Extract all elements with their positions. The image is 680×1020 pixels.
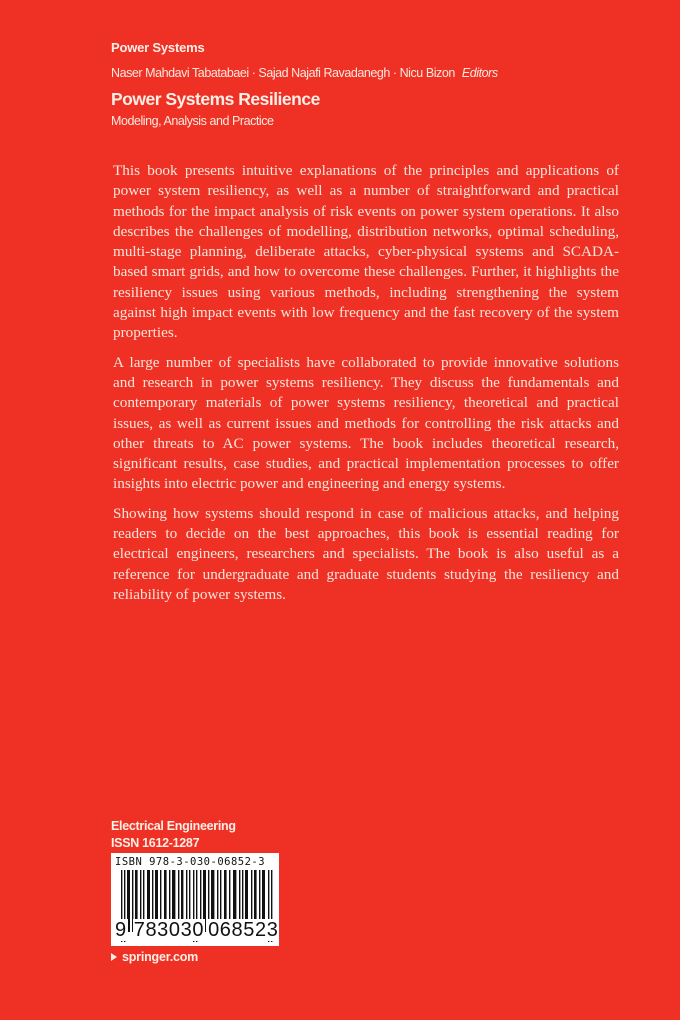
series-name: Power Systems (111, 40, 205, 55)
subject-block (111, 818, 236, 851)
description-paragraph: Showing how systems should respond in case of malicious attacks, and helping readers to decide on the best approaches, this book is essential reading for electrical engineers, researchers and specialists. The book is also useful as a reference for undergraduate and graduate students studying the resiliency and reliability of power systems. (113, 504, 619, 603)
editors-line (111, 66, 498, 80)
subject-category: Electrical Engineering (111, 819, 236, 833)
book-title: Power Systems Resilience (111, 89, 320, 109)
book-subtitle: Modeling, Analysis and Practice (111, 114, 274, 128)
editor-names: Naser Mahdavi Tabatabaei · Sajad Najafi Ravadanegh · Nicu Bizon (111, 66, 455, 80)
book-description (113, 161, 619, 614)
website-text: springer.com (122, 950, 199, 964)
description-paragraph: This book presents intuitive explanations of the principles and applications of power system resiliency, as well as a number of straightforward and practical methods for the impact analysis of risk events on power system operations. It also describes the challenges of modelling, distribution networks, optimal scheduling, multi-stage planning, deliberate attacks, cyber-physical systems and SCADA-based smart grids, and how to overcome these challenges. Further, it highlights the resiliency issues using various methods, including strengthening the system against high impact events with low frequency and the fast recovery of the system properties. (113, 162, 619, 342)
triangle-right-icon (111, 953, 117, 961)
barcode-digit-group: 783030 (133, 919, 205, 941)
description-paragraph: A large number of specialists have collaborated to provide innovative solutions and research in power systems resiliency. They discuss the fundamentals and contemporary materials of power systems resiliency, theoretical and practical issues, as well as current issues and methods for controlling the risk attacks and other threats to AC power systems. The book includes theoretical research, significant results, case studies, and practical implementation processes to offer insights into electric power and engineering and energy systems. (113, 353, 619, 493)
barcode-digit-lead: 9 (115, 919, 127, 941)
barcode-digit-group: 068523 (208, 919, 279, 941)
issn: ISSN 1612-1287 (111, 835, 200, 850)
isbn-barcode (111, 853, 279, 946)
isbn-label: ISBN 978-3-030-06852-3 (115, 856, 266, 868)
editors-role: Editors (461, 66, 498, 80)
barcode-digits (114, 919, 279, 941)
springer-website-link[interactable] (111, 950, 198, 964)
